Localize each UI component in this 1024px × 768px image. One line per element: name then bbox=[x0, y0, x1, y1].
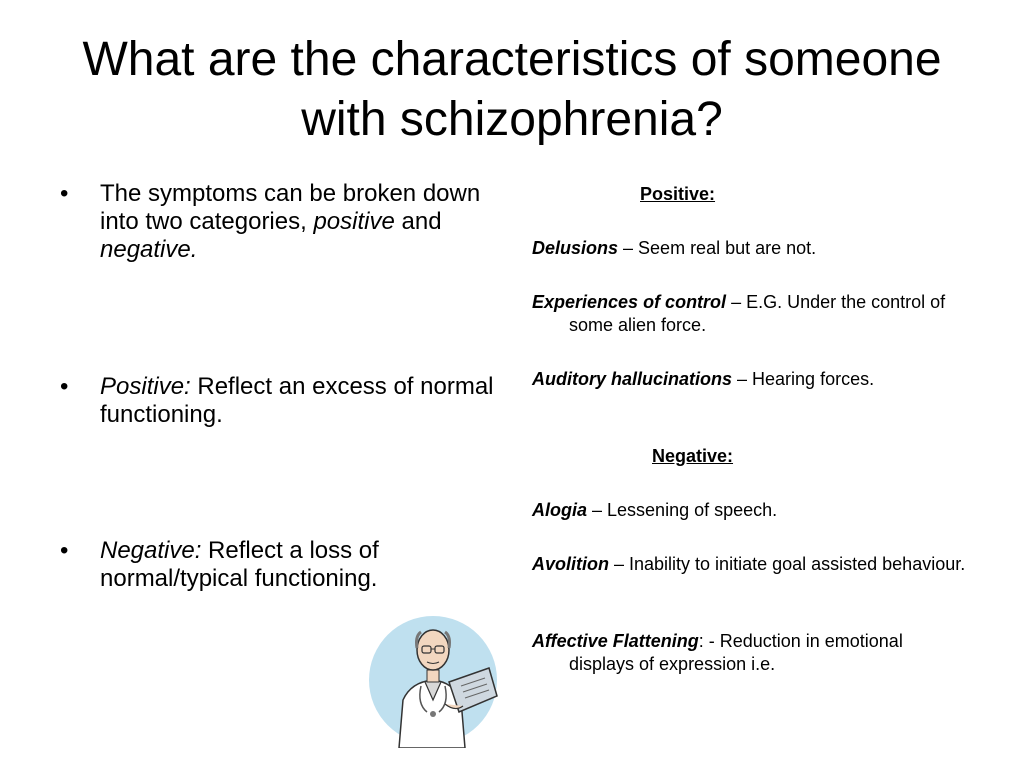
bullet-text bbox=[100, 180, 500, 264]
bullet-lead: Positive: bbox=[100, 373, 191, 400]
doctor-with-clipboard-icon bbox=[365, 608, 505, 748]
symptom-item-avolition bbox=[532, 553, 972, 576]
symptom-desc: – Seem real but are not. bbox=[618, 238, 817, 258]
symptom-desc: – Hearing forces. bbox=[732, 369, 875, 389]
bullet-item-negative bbox=[60, 537, 500, 593]
bullet-point: • bbox=[60, 537, 69, 564]
symptom-desc: – Inability to initiate goal assisted behaviour. bbox=[609, 554, 966, 574]
bullet-item-positive bbox=[60, 373, 500, 429]
bullet-text-part: and bbox=[394, 208, 442, 235]
positive-heading: Positive: bbox=[640, 184, 716, 204]
bullet-text-negative: negative. bbox=[100, 236, 198, 263]
bullet-item-categories bbox=[60, 180, 500, 264]
bullet-body: Reflect an excess of normal functioning. bbox=[100, 373, 494, 428]
symptom-item-experiences-of-control bbox=[532, 291, 972, 337]
bullet-point: • bbox=[60, 180, 69, 207]
bullet-point: • bbox=[60, 373, 69, 400]
bullet-text-part: The symptoms can be broken down into two categories, bbox=[100, 180, 481, 235]
symptom-term: Affective Flattening bbox=[532, 631, 699, 651]
symptom-term: Avolition bbox=[532, 554, 609, 574]
negative-heading: Negative: bbox=[652, 446, 734, 466]
symptom-term: Delusions bbox=[532, 238, 619, 258]
symptom-item-alogia bbox=[532, 499, 972, 522]
bullet-text bbox=[100, 537, 500, 593]
symptom-desc: – Lessening of speech. bbox=[587, 500, 778, 520]
bullet-body: Reflect a loss of normal/typical functioning. bbox=[100, 537, 379, 592]
symptom-item-delusions bbox=[532, 237, 972, 260]
symptom-term: Alogia bbox=[532, 500, 588, 520]
bullet-text bbox=[100, 373, 500, 429]
symptom-item-auditory-hallucinations bbox=[532, 368, 972, 391]
symptom-item-affective-flattening bbox=[532, 630, 972, 676]
bullet-lead: Negative: bbox=[100, 537, 202, 564]
slide-title: What are the characteristics of someone with schizophrenia? bbox=[82, 33, 942, 146]
symptom-desc: – E.G. Under the control of some alien force. bbox=[569, 292, 946, 335]
bullet-text-positive: positive bbox=[313, 208, 395, 235]
symptom-term: Experiences of control bbox=[532, 292, 727, 312]
symptom-term: Auditory hallucinations bbox=[532, 369, 733, 389]
symptom-desc: : - Reduction in emotional displays of expression i.e. bbox=[569, 631, 903, 674]
